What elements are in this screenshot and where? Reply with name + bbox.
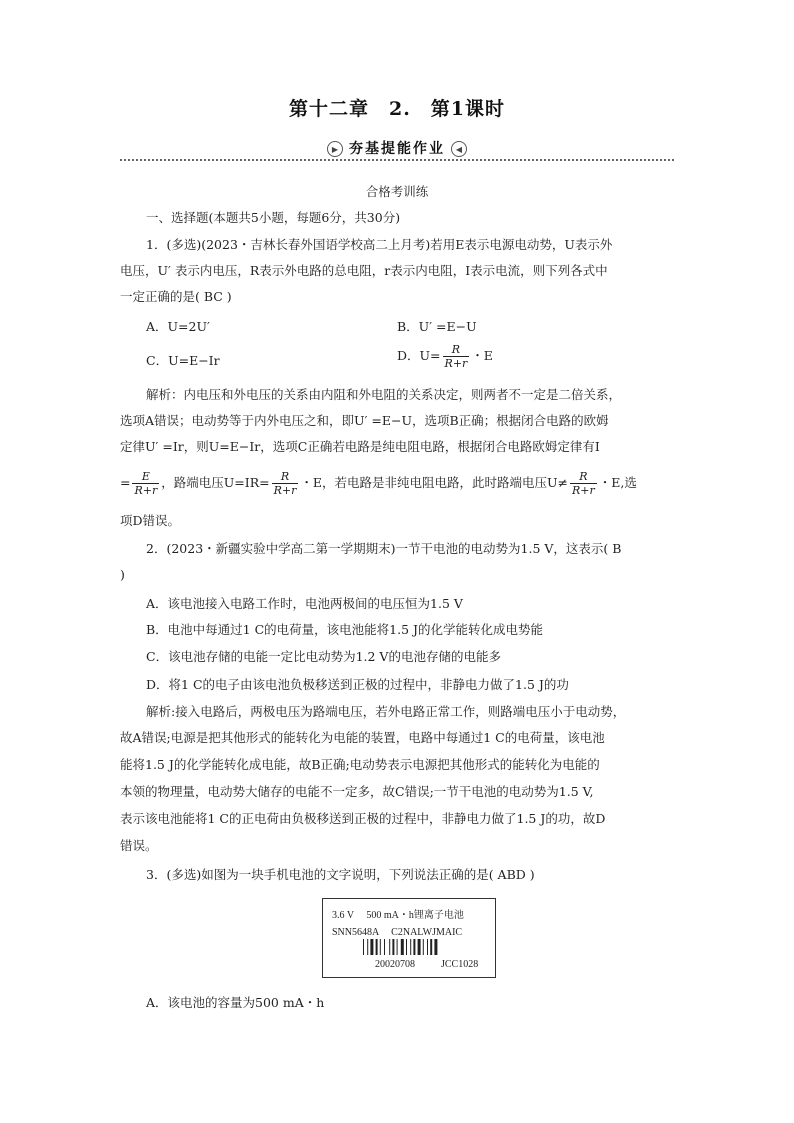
barcode-bar [427,939,428,955]
barcode-bar [389,939,390,955]
barcode-bar [376,939,378,955]
part-heading: 一、选择题(本题共5小题，每题6分，共30分) [146,210,401,225]
q1-line-3: 一定正确的是( BC ) [120,289,232,304]
play-left-icon: ◀ [451,141,467,157]
q3-option-a: A．该电池的容量为500 mA・h [146,995,325,1010]
battery-spec-line: 3.6 V 500 mA・h锂离子电池 [332,910,464,921]
barcode-bar [401,939,404,955]
q2-line-2: ) [120,567,125,582]
q2-explanation-1: 解析:接入电路后，两极电压为路端电压，若外电路正常工作，则路端电压小于电动势， [146,704,626,719]
barcode-bar [363,939,364,955]
q1-option-d: D．U= $\frac{R}{R+r}$ ・E [397,343,493,370]
q2-option-c: C．该电池存储的电能一定比电动势为1.2 V的电池存储的电能多 [146,649,501,664]
fraction: $\frac{R}{R+r}$ [572,470,595,497]
q1-explanation-4: = $\frac{E}{R+r}$ ，路端电压U=IR= $\frac{R}{R+r}$ ・E，若电路是非纯电阻电路，此时路端电压U≠ $\frac{R}{R+r}$ ・E,选 [120,470,637,497]
barcode-bar [380,939,381,955]
section-banner [120,138,674,164]
barcode-bar [406,939,407,955]
chapter-title: 第十二章 2. 第1课时 [288,98,506,120]
q2-explanation-4: 本领的物理量，电动势大储存的电能不一定多，故C错误;一节干电池的电动势为1.5 V, [120,784,594,799]
q1-line-1: 1．(多选)(2023・吉林长春外国语学校高二上月考)若用E表示电源电动势，U表示外 [146,237,613,252]
q1-line-2: 电压，U′ 表示内电压，R表示外电路的总电阻，r表示内电阻，I表示电流，则下列各式中 [120,263,608,278]
banner-label: 夯基提能作业 [349,141,445,157]
q1-option-b: B．U′ =E−U [397,319,477,334]
fraction: $\frac{R}{R+r}$ [273,470,297,497]
q1-explanation-5: 项D错误。 [120,513,181,528]
q1-option-c: C．U=E−Ir [146,353,220,368]
fraction: $\frac{E}{R+r}$ [134,470,158,497]
q2-option-a: A．该电池接入电路工作时，电池两极间的电压恒为1.5 V [146,596,463,611]
barcode-bar [423,939,424,955]
barcode-bar [367,939,368,955]
q2-explanation-6: 错误。 [120,838,158,853]
q3-line-1: 3．(多选)如图为一块手机电池的文字说明，下列说法正确的是( ABD ) [146,867,535,882]
barcode-bar [418,939,421,955]
q1-explanation-1: 解析：内电压和外电压的关系由内阻和外电阻的关系决定，则两者不一定是二倍关系， [146,387,622,402]
q1-explanation-2: 选项A错误；电动势等于内外电压之和，即U′ =E−U，选项B正确；根据闭合电路的欧姆 [120,413,609,428]
section-title: 合格考训练 [365,184,429,199]
q2-explanation-5: 表示该电池能将1 C的正电荷由负极移送到正极的过程中，非静电力做了1.5 J的功，故D [120,811,606,826]
fraction: $\frac{R}{R+r}$ [444,343,468,370]
q2-option-b: B．电池中每通过1 C的电荷量，该电池能将1.5 J的化学能转化成电势能 [146,622,544,637]
battery-code-1: 20020708 [375,959,415,970]
q2-option-d: D．将1 C的电子由该电池负极移送到正极的过程中，非静电力做了1.5 J的功 [146,677,569,692]
barcode-bar [384,939,385,955]
barcode-bar [434,939,437,955]
q1-option-a: A．U=2U′ [146,319,210,334]
barcode-bar [392,939,394,955]
q1-explanation-3: 定律U′ =Ir，则U=E−Ir，选项C正确若电路是纯电阻电路，根据闭合电路欧姆定律有I [120,439,600,454]
battery-code-2: JCC1028 [441,959,479,970]
play-right-icon: ▶ [327,141,343,157]
barcode-image [363,939,457,955]
battery-label-figure [322,898,496,978]
battery-model-line: SNN5648A C2NALWJMAIC [332,927,463,938]
dotted-divider [120,159,674,161]
barcode-bar [430,939,432,955]
q2-explanation-2: 故A错误;电源是把其他形式的能转化为电能的装置，电路中每通过1 C的电荷量，该电池 [120,730,605,745]
q2-line-1: 2．(2023・新疆实验中学高二第一学期期末)一节干电池的电动势为1.5 V，这表示( B [146,541,622,556]
barcode-bar [410,939,411,955]
barcode-bar [413,939,415,955]
barcode-bar [397,939,398,955]
q2-explanation-3: 能将1.5 J的化学能转化成电能，故B正确;电动势表示电源把其他形式的能转化为电能的 [120,757,600,772]
barcode-bar [370,939,373,955]
